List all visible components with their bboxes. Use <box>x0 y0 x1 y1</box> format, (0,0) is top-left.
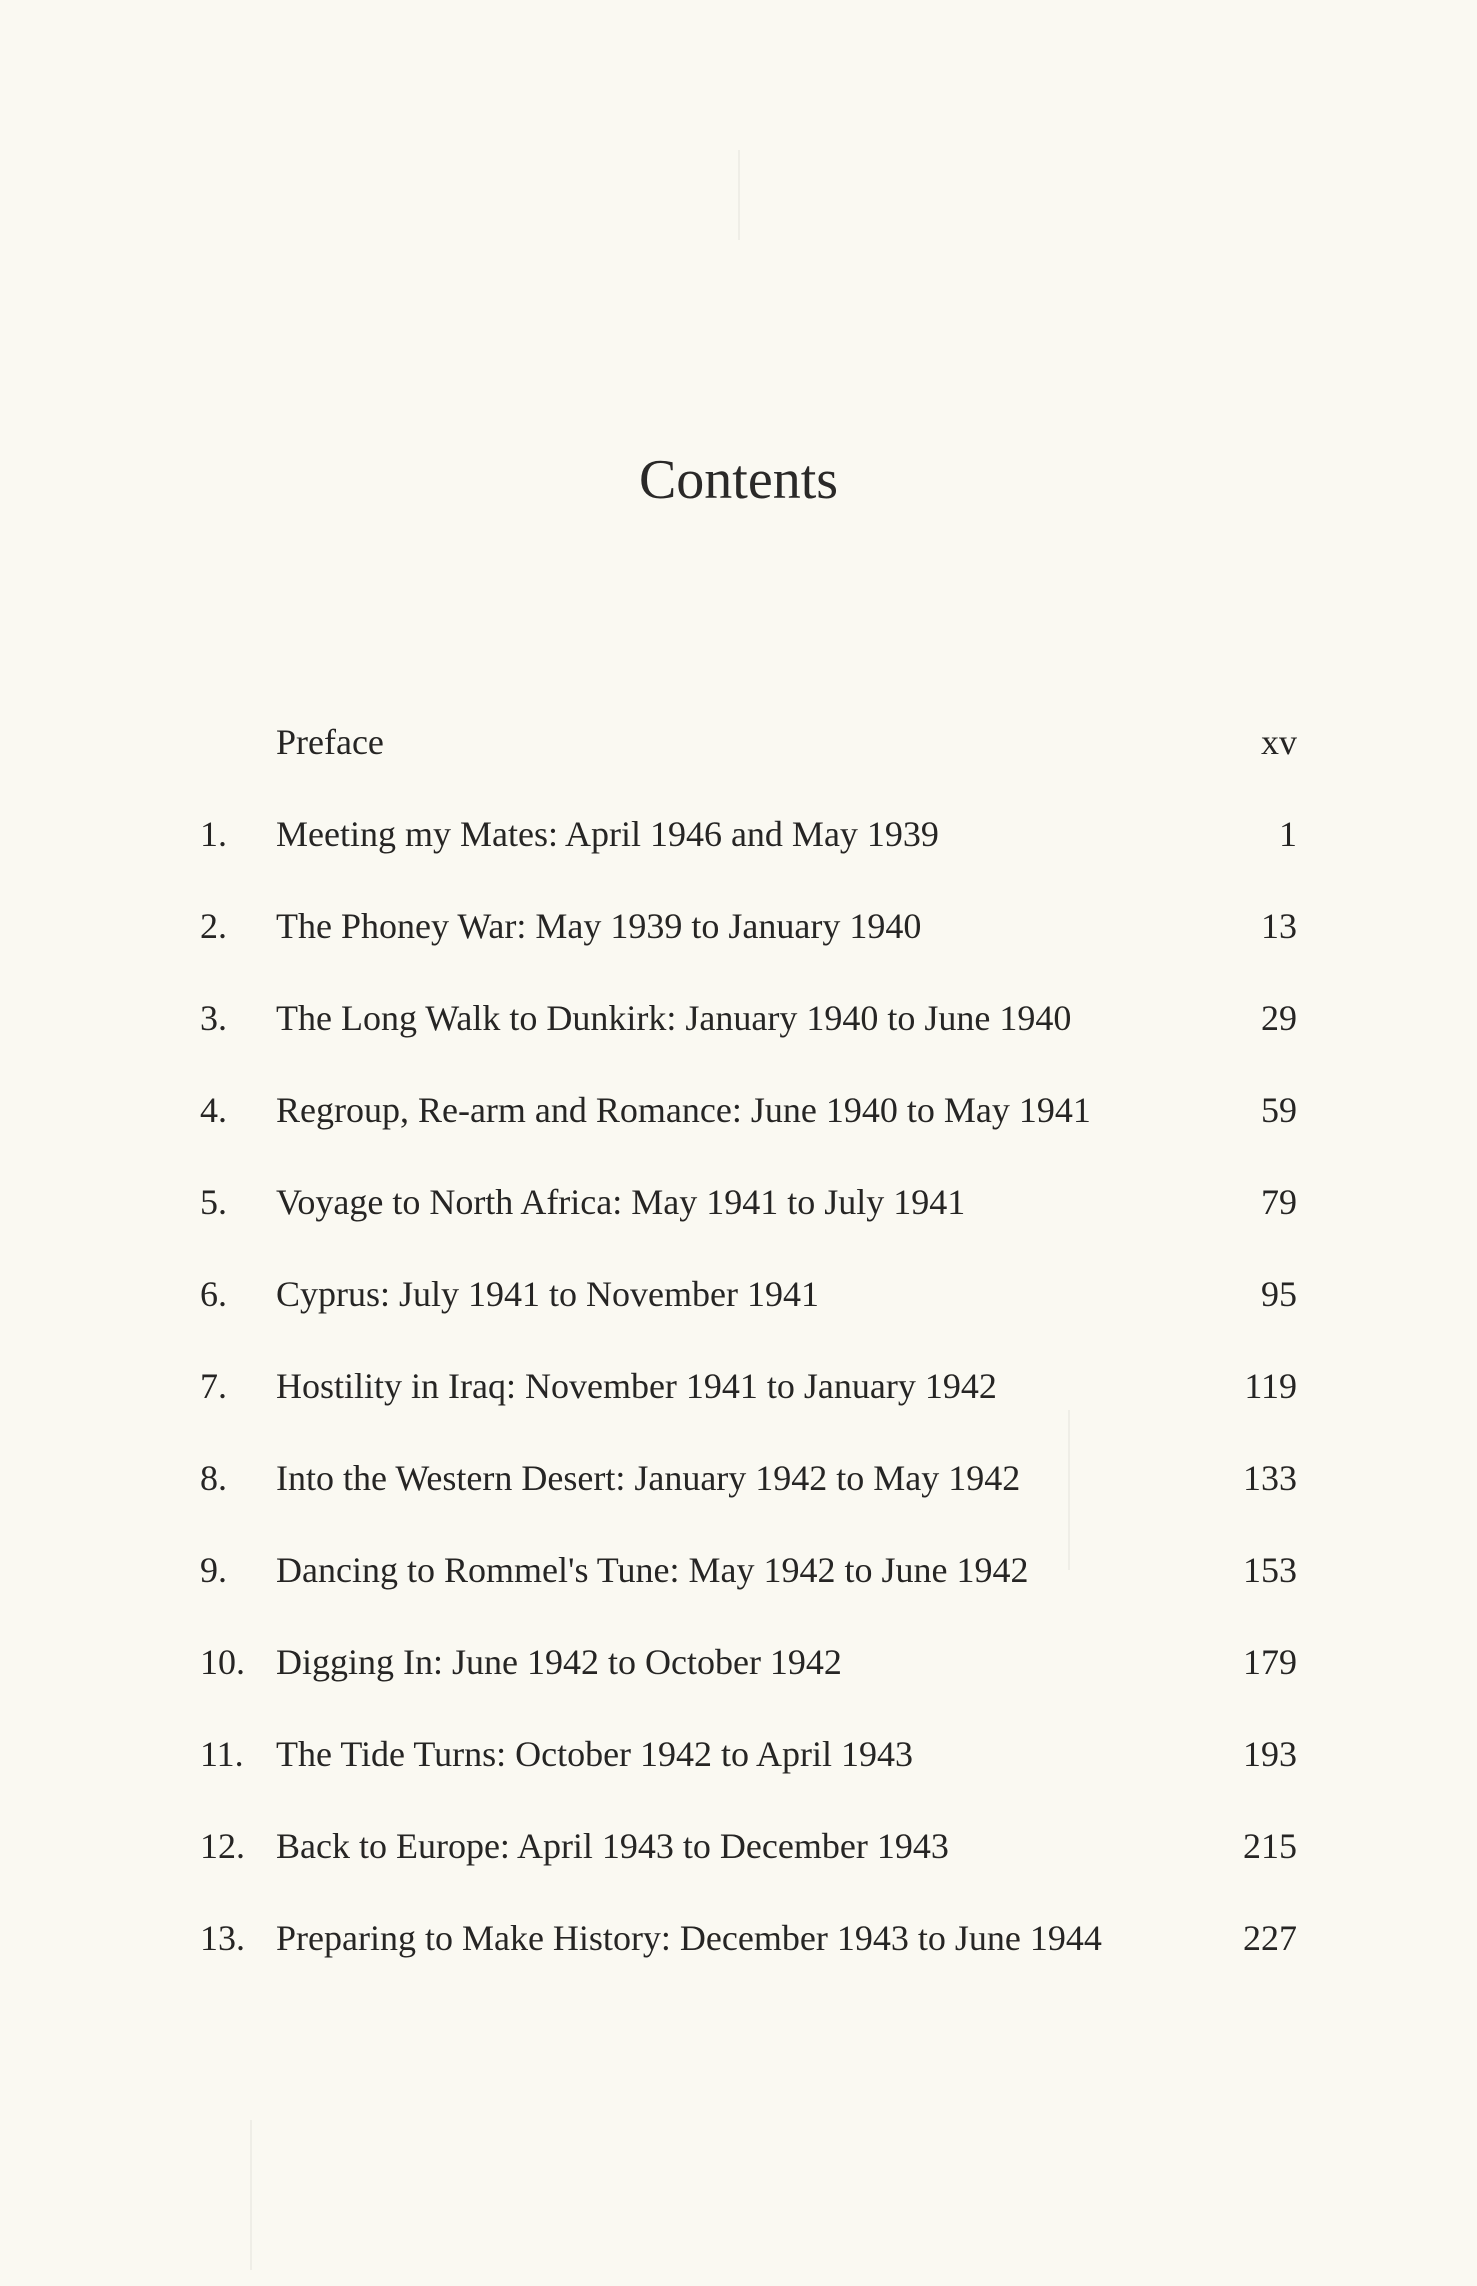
entry-number: 12. <box>200 1826 245 1866</box>
toc-entry <box>0 1908 1477 1968</box>
entry-title: The Long Walk to Dunkirk: January 1940 to June 1940 <box>276 998 1072 1038</box>
entry-page-number: 193 <box>1243 1734 1297 1774</box>
entry-number: 13. <box>200 1918 245 1958</box>
entry-number: 2. <box>200 906 227 946</box>
toc-entry <box>0 1080 1477 1140</box>
entry-page-number: 1 <box>1279 814 1297 854</box>
entry-title: Meeting my Mates: April 1946 and May 1939 <box>276 814 939 854</box>
entry-title: Back to Europe: April 1943 to December 1943 <box>276 1826 949 1866</box>
entry-title: Digging In: June 1942 to October 1942 <box>276 1642 842 1682</box>
entry-title: Dancing to Rommel's Tune: May 1942 to June 1942 <box>276 1550 1029 1590</box>
toc-entry <box>0 1448 1477 1508</box>
entry-number: 5. <box>200 1182 227 1222</box>
entry-number: 4. <box>200 1090 227 1130</box>
entry-number: 11. <box>200 1734 244 1774</box>
toc-entry <box>0 1816 1477 1876</box>
toc-entry <box>0 896 1477 956</box>
entry-title: Hostility in Iraq: November 1941 to January 1942 <box>276 1366 997 1406</box>
entry-page-number: xv <box>1261 722 1297 762</box>
entry-number: 10. <box>200 1642 245 1682</box>
toc-entry <box>0 1632 1477 1692</box>
entry-title: The Tide Turns: October 1942 to April 1943 <box>276 1734 914 1774</box>
entry-page-number: 227 <box>1243 1918 1297 1958</box>
entry-number: 8. <box>200 1458 227 1498</box>
page-title: Contents <box>638 449 839 511</box>
toc-entry <box>0 1172 1477 1232</box>
entry-page-number: 153 <box>1243 1550 1297 1590</box>
entry-page-number: 215 <box>1243 1826 1297 1866</box>
toc-entry <box>0 712 1477 772</box>
entry-page-number: 179 <box>1243 1642 1297 1682</box>
entry-page-number: 119 <box>1244 1366 1297 1406</box>
entry-number: 3. <box>200 998 227 1038</box>
toc-entry <box>0 1540 1477 1600</box>
entry-page-number: 79 <box>1261 1182 1297 1222</box>
entry-number: 6. <box>200 1274 227 1314</box>
entry-title: Cyprus: July 1941 to November 1941 <box>276 1274 819 1314</box>
entry-number: 1. <box>200 814 227 854</box>
entry-number: 7. <box>200 1366 227 1406</box>
entry-page-number: 29 <box>1261 998 1297 1038</box>
toc-entry <box>0 1724 1477 1784</box>
toc-entry <box>0 804 1477 864</box>
entry-title: The Phoney War: May 1939 to January 1940 <box>276 906 922 946</box>
entry-title: Regroup, Re-arm and Romance: June 1940 to May 1941 <box>276 1090 1091 1130</box>
entry-page-number: 59 <box>1261 1090 1297 1130</box>
entry-page-number: 95 <box>1261 1274 1297 1314</box>
entry-page-number: 133 <box>1243 1458 1297 1498</box>
entry-title: Preparing to Make History: December 1943 to June 1944 <box>276 1918 1102 1958</box>
entry-title: Preface <box>276 722 384 762</box>
entry-number: 9. <box>200 1550 227 1590</box>
toc-entry <box>0 1264 1477 1324</box>
toc-entry <box>0 1356 1477 1416</box>
entry-page-number: 13 <box>1261 906 1297 946</box>
entry-title: Into the Western Desert: January 1942 to May 1942 <box>276 1458 1021 1498</box>
entry-title: Voyage to North Africa: May 1941 to July 1941 <box>276 1182 966 1222</box>
toc-entry <box>0 988 1477 1048</box>
